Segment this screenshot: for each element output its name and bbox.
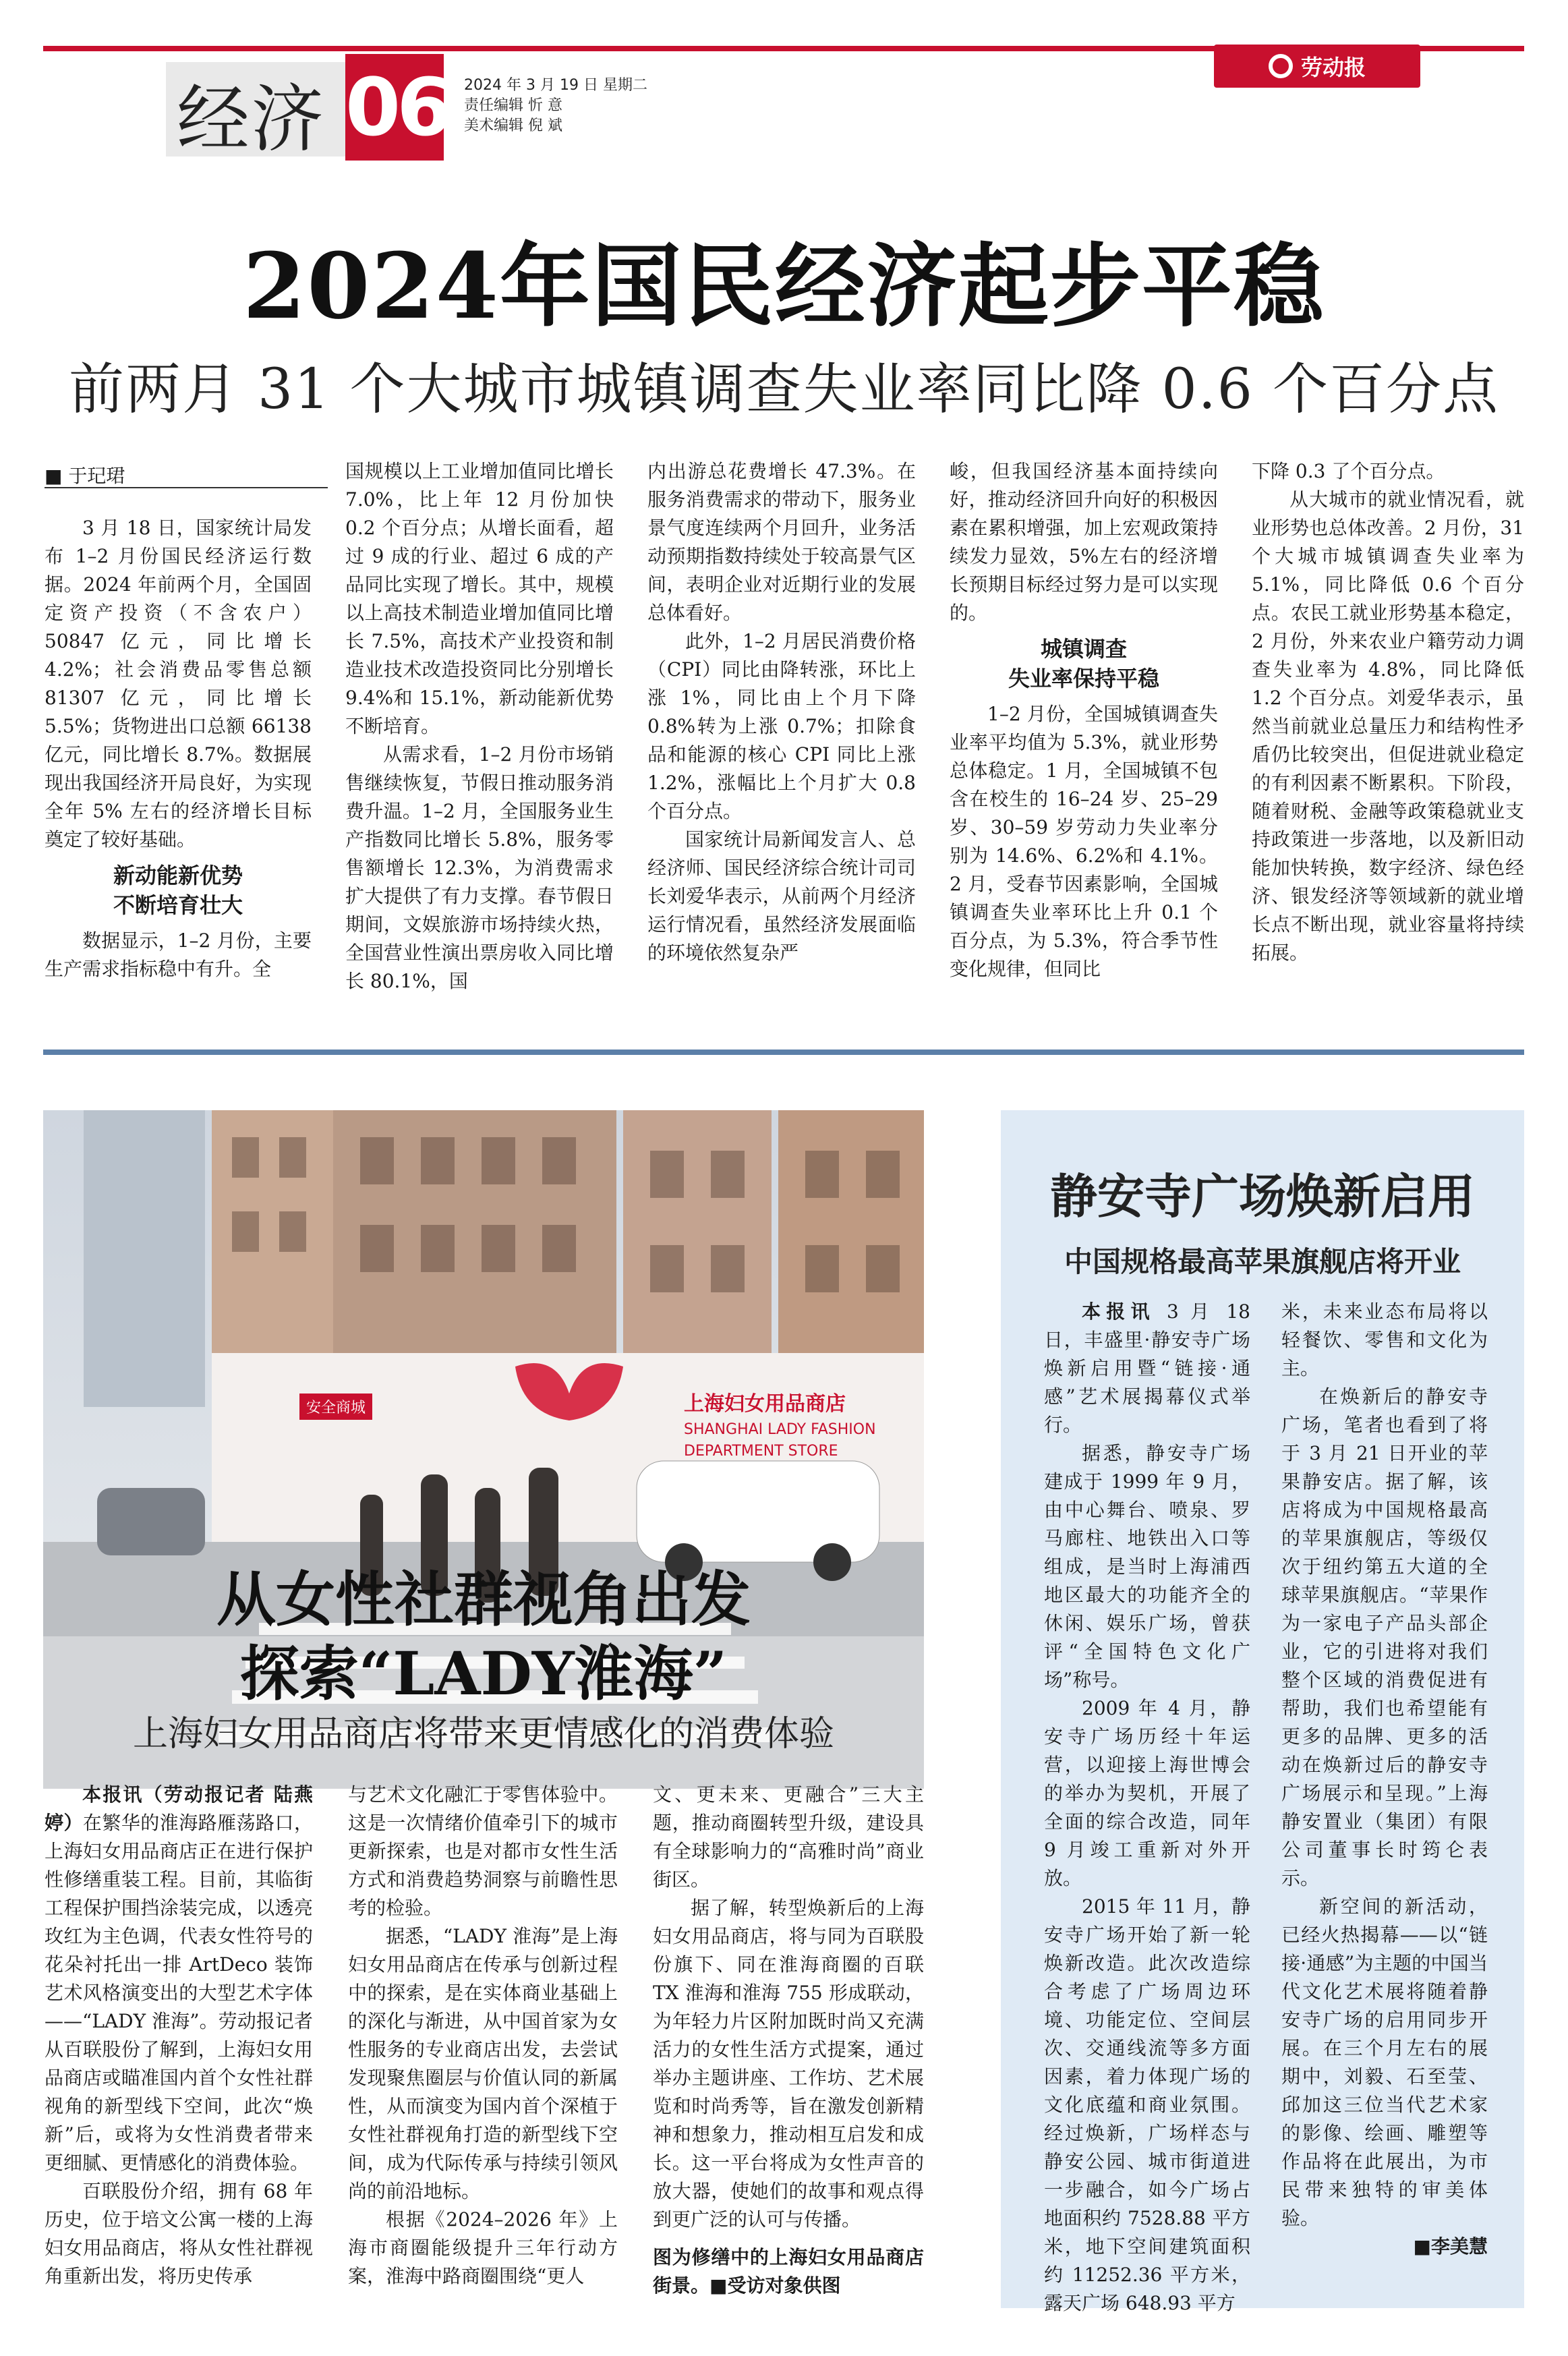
sidebar-column-1: [1044, 1298, 1250, 2314]
photo-caption: 图为修缮中的上海妇女用品商店街景。■受访对象供图: [653, 2246, 924, 2297]
feature-paragraph: 据了解，转型焕新后的上海妇女用品商店，将与同为百联股份旗下、同在淮海商圈的百联 TX 淮海和淮海 755 形成联动，为年轻力片区附加既时尚又充满活力的女性生活方式提案，通过举办主题讲座、工作坊、艺术展览和时尚秀等，旨在激发创新精神和想象力，推动相互启发和成长。这一平台将成为女性声音的放大器，使她们的故事和观点得到更广泛的认可与传播。: [653, 1897, 924, 2231]
lead-headline: 2024年国民经济起步平稳: [243, 233, 1325, 339]
feature-paragraph: 根据《2024–2026 年》上海市商圈能级提升三年行动方案，淮海中路商圈围绕“更人: [348, 2208, 618, 2287]
sidebar-dateline: 本报讯: [1082, 1300, 1155, 1323]
feature-paragraph: 据悉，“LADY 淮海”是上海妇女用品商店在传承与创新过程中的探索，是在实体商业基础上的深化与渐进，从中国首家为女性服务的专业商店出发，去尝试发现聚焦圈层与价值认同的新属性，从而演变为国内首个深植于女性社群视角打造的新型线下空间，成为代际传承与持续引领风尚的前沿地标。: [348, 1925, 618, 2202]
feature-paragraph: [45, 1781, 313, 2177]
logo-text: 劳动报: [1300, 55, 1366, 80]
lead-paragraph: 国家统计局新闻发言人、总经济师、国民经济综合统计司司长刘爱华表示，从前两个月经济运行情况看，虽然经济发展面临的环境依然复杂严: [647, 828, 916, 964]
lead-paragraph: 此外，1–2 月居民消费价格（CPI）同比由降转涨，环比上涨 1%，同比由上个月下降 0.8%转为上涨 0.7%；扣除食品和能源的核心 CPI 同比上涨 1.2%，涨幅比上个月扩大 0.8 个百分点。: [647, 630, 916, 822]
store-sign-en: SHANGHAI LADY FASHION DEPARTMENT STORE: [684, 1421, 876, 1460]
sidebar-paragraph: 米，未来业态布局将以轻餐饮、零售和文化为主。: [1281, 1300, 1488, 1379]
issue-meta: [464, 76, 647, 136]
feature-paragraph: 与艺术文化融汇于零售体验中。这是一次情绪价值牵引下的城市更新探索，也是对都市女性生活方式和消费趋势洞察与前瞻性思考的检验。: [348, 1783, 618, 1919]
lead-subhead-1: 新动能新优势 不断培育壮大: [113, 863, 243, 918]
feature-subheadline: 上海妇女用品商店将带来更情感化的消费体验: [132, 1714, 834, 1754]
sidebar-column-2: [1281, 1298, 1488, 2296]
feature-column-3: [653, 1781, 924, 2314]
lead-paragraph: 从需求看，1–2 月份市场销售继续恢复，节假日推动服务消费升温。1–2 月，全国服务业生产指数同比增长 5.8%，服务零售额增长 12.3%，为消费需求扩大提供了有力支撑。春节假日期间，文娱旅游市场持续火热，全国营业性演出票房收入同比增长 80.1%，国: [345, 743, 614, 992]
feature-column-1: [45, 1781, 313, 2314]
issue-date: 2024 年 3 月 19 日 星期二: [464, 77, 647, 94]
responsible-editor: 责任编辑 忻 意: [464, 97, 562, 114]
lead-column-4: [950, 457, 1218, 1000]
lead-paragraph: 下降 0.3 了个百分点。: [1252, 460, 1445, 482]
section-name: 经济: [177, 78, 326, 162]
sidebar-paragraph: 2015 年 11 月，静安寺广场开始了新一轮焕新改造。此次改造综合考虑了广场周边环境、功能定位、空间层次、交通线流等多方面因素，着力体现广场的文化底蕴和商业氛围。经过焕新，广场样态与静安公园、城市街道进一步融合，如今广场占地面积约 7528.88 平方米，地下空间建筑面积约 11252.36 平方米，露天广场 648.93 平方: [1044, 1895, 1250, 2314]
sidebar-body-text: 3 月 18 日，丰盛里·静安寺广场焕新启用暨“链接·通感”艺术展揭幕仪式举行。: [1044, 1300, 1250, 1436]
lead-column-1: [45, 514, 312, 1000]
feature-headline: 从女性社群视角出发 探索“LADY淮海”: [216, 1564, 751, 1708]
sidebar-paragraph: 据悉，静安寺广场建成于 1999 年 9 月，由中心舞台、喷泉、罗马廊柱、地铁出入口等组成，是当时上海浦西地区最大的功能齐全的休闲、娱乐广场，曾获评“全国特色文化广场”称号。: [1044, 1442, 1250, 1691]
lead-paragraph: 国规模以上工业增加值同比增长 7.0%，比上年 12 月份加快 0.2 个百分点；从增长面看，超过 9 成的行业、超过 6 成的产品同比实现了增长。其中，规模以上高技术制造业增加值同比增长 7.5%，高技术产业投资和制造业技术改造投资同比分别增长 9.4%和 15.1%，新动能新优势不断培育。: [345, 460, 614, 737]
feature-paragraph: 文、更未来、更融合”三大主题，推动商圈转型升级，建设具有全球影响力的“高雅时尚”商业街区。: [653, 1783, 924, 1891]
lead-column-2: [345, 457, 614, 1000]
feature-paragraph: 百联股份介绍，拥有 68 年历史，位于培文公寓一楼的上海妇女用品商店，将从女性社群视角重新出发，将历史传承: [45, 2180, 313, 2287]
sidebar-paragraph: 新空间的新活动，已经火热揭幕——以“链接·通感”为主题的中国当代文化艺术展将随着静安寺广场的启用同步开展。在三个月左右的展期中，刘毅、石至莹、邱加这三位当代艺术家的影像、绘画、雕塑等作品将在此展出，为市民带来独特的审美体验。: [1281, 1895, 1488, 2229]
lead-column-5: [1252, 457, 1524, 1000]
lead-paragraph: 峻，但我国经济基本面持续向好，推动经济回升向好的积极因素在累积增强，加上宏观政策持续发力显效，5%左右的经济增长预期目标经过努力是可以实现的。: [950, 460, 1218, 624]
feature-body-text: 在繁华的淮海路雁荡路口，上海妇女用品商店正在进行保护性修缮重装工程。目前，其临街工程保护围挡涂装完成，以透亮玫红为主色调，代表女性符号的花朵衬托出一排 ArtDeco 装饰艺术风格演变出的大型艺术字体——“LADY 淮海”。劳动报记者从百联股份了解到，上海妇女用品商店或瞄准国内首个女性社群视角的新型线下空间，此次“焕新”后，或将为女性消费者带来更细腻、更情感化的消费体验。: [45, 1812, 313, 2174]
sidebar-paragraph: 在焕新后的静安寺广场，笔者也看到了将于 3 月 21 日开业的苹果静安店。据了解，该店将成为中国规格最高的苹果旗舰店，等级仅次于纽约第五大道的全球苹果旗舰店。“苹果作为一家电子产品头部企业，它的引进将对我们整个区域的消费促进有帮助，我们也希望能有更多的品牌、更多的活动在焕新过后的静安寺广场展示和呈现。”上海静安置业（集团）有限公司董事长时筠仑表示。: [1281, 1385, 1488, 1889]
lead-paragraph: 内出游总花费增长 47.3%。在服务消费需求的带动下，服务业景气度连续两个月回升，业务活动预期指数持续处于较高景气区间，表明企业对近期行业的发展总体看好。: [647, 460, 916, 624]
lead-byline: ■ 于玘珺: [45, 465, 125, 487]
sidebar-headline: 静安寺广场焕新启用: [1050, 1168, 1475, 1224]
lead-subheadline: 前两月 31 个大城市城镇调查失业率同比降 0.6 个百分点: [68, 357, 1499, 422]
lead-paragraph: 1–2 月份，全国城镇调查失业率平均值为 5.3%，就业形势总体稳定。1 月，全国城镇不包含在校生的 16–24 岁、25–29 岁、30–59 岁劳动力失业率分别为 14.6%、6.2%和 4.1%。2 月，受春节因素影响，全国城镇调查失业率环比上升 0.1 个百分点，为 5.3%，符合季节性变化规律，但同比: [950, 703, 1218, 980]
lead-column-3: [647, 457, 916, 1000]
logo-mark-icon: [1269, 54, 1293, 78]
lead-paragraph: 3 月 18 日，国家统计局发布 1–2 月份国民经济运行数据。2024 年前两个月，全国固定资产投资（不含农户）50847 亿元，同比增长 4.2%；社会消费品零售总额 81307 亿元，同比增长 5.5%；货物进出口总额 66138 亿元，同比增长 8.7%。数据展现出我国经济开局良好，为实现全年 5% 左右的经济增长目标奠定了较好基础。: [45, 517, 312, 851]
section-divider: [43, 1050, 1524, 1055]
lead-paragraph: 数据显示，1–2 月份，主要生产需求指标稳中有升。全: [45, 929, 312, 980]
sidebar-paragraph: 2009 年 4 月，静安寺广场历经十年运营，以迎接上海世博会的举办为契机，开展了全面的综合改造，同年 9 月竣工重新对外开放。: [1044, 1697, 1250, 1889]
byline-rule: [45, 487, 328, 488]
art-editor: 美术编辑 倪 斌: [464, 117, 562, 134]
sidebar-byline: ■李美慧: [1413, 2235, 1488, 2258]
feature-column-2: [348, 1781, 618, 2314]
newspaper-logo: [1214, 45, 1420, 88]
shop-sign: 安全商城: [299, 1394, 372, 1420]
lead-paragraph: 从大城市的就业情况看，就业形势也总体改善。2 月份，31 个大城市城镇调查失业率为 5.1%，同比降低 0.6 个百分点。农民工就业形势基本稳定，2 月份，外来农业户籍劳动力调查失业率为 4.8%，同比降低 1.2 个百分点。刘爱华表示，虽然当前就业总量压力和结构性矛盾仍比较突出，但促进就业稳定的有利因素不断累积。下阶段，随着财税、金融等政策稳就业支持政策进一步落地，以及新旧动能加快转换，数字经济、绿色经济、银发经济等领域新的就业增长点不断出现，就业容量将持续拓展。: [1252, 488, 1524, 964]
feature-dateline: 本报讯（劳动报记者 陆燕婷）: [45, 1783, 313, 1834]
sidebar-subheadline: 中国规格最高苹果旗舰店将开业: [1064, 1245, 1461, 1278]
page-number: 06: [345, 54, 444, 161]
lead-subhead-2: 城镇调查 失业率保持平稳: [1008, 636, 1159, 691]
sidebar-paragraph: [1044, 1298, 1250, 1439]
store-sign-cn: 上海妇女用品商店: [684, 1392, 846, 1416]
